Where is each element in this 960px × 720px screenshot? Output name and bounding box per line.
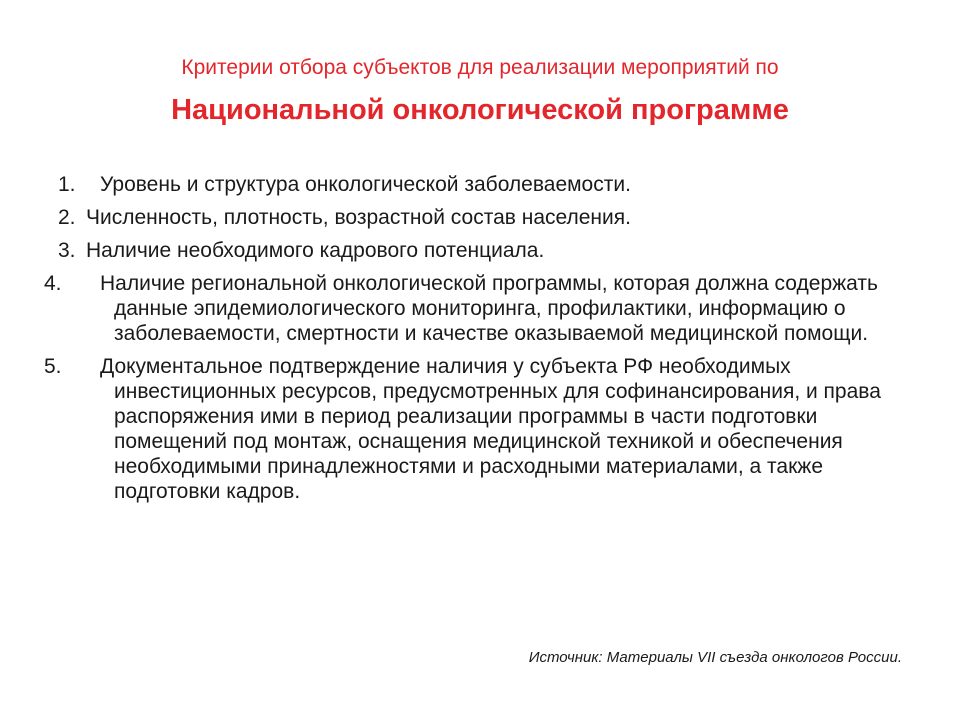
criteria-number: 2.	[58, 206, 76, 229]
criteria-text: Численность, плотность, возрастной состав населения.	[86, 206, 631, 229]
criteria-item-4	[44, 271, 918, 346]
criteria-item-3	[58, 238, 918, 263]
criteria-number: 3.	[58, 239, 76, 262]
criteria-item-2	[58, 205, 918, 230]
criteria-number: 5.	[44, 355, 62, 378]
criteria-item-1	[58, 172, 918, 197]
criteria-item-5	[44, 354, 918, 504]
criteria-text: Уровень и структура онкологической заболеваемости.	[100, 173, 631, 196]
criteria-list	[44, 172, 918, 512]
slide-title-line-2: Национальной онкологической программе	[171, 94, 789, 126]
criteria-text: Наличие региональной онкологической программы, которая должна содержать данные эпидемиологического мониторинга, профилактики, информацию о заболеваемости, смертности и качестве оказываемой медицинской помощи.	[100, 272, 878, 345]
criteria-text: Наличие необходимого кадрового потенциала.	[86, 239, 545, 262]
slide-title-line-1: Критерии отбора субъектов для реализации мероприятий по	[181, 56, 779, 79]
criteria-number: 4.	[44, 272, 62, 295]
criteria-text: Документальное подтверждение наличия у субъекта РФ необходимых инвестиционных ресурсов, предусмотренных для софинансирования, и права распоряжения ими в период реализации программы в части подготовки помещений под монтаж, оснащения медицинской техникой и обеспечения необходимыми принадлежностями и расходными материалами, а также подготовки кадров.	[100, 355, 881, 503]
source-citation: Источник: Материалы VII съезда онкологов России.	[528, 649, 902, 666]
criteria-number: 1.	[58, 173, 76, 196]
